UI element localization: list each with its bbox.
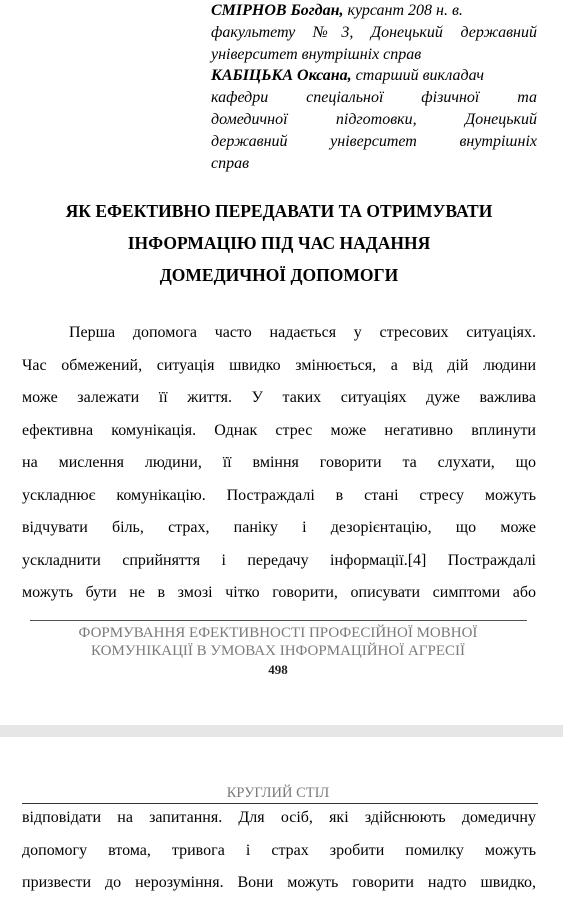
author-line: кафедри спеціальної фізичної та bbox=[211, 89, 537, 107]
body-line: можуть бути не в змозі чітко говорити, описувати симптоми або bbox=[22, 584, 536, 601]
title-line: ЯК ЕФЕКТИВНО ПЕРЕДАВАТИ ТА ОТРИМУВАТИ bbox=[65, 201, 493, 221]
footer-line: КОМУНІКАЦІЇ В УМОВАХ ІНФОРМАЦІЙНОЇ АГРЕСІЇ bbox=[91, 643, 465, 659]
footer-divider bbox=[30, 620, 527, 621]
page-next bbox=[0, 737, 563, 901]
page-gap bbox=[0, 725, 563, 737]
body-text bbox=[22, 802, 536, 900]
title-line: ІНФОРМАЦІЮ ПІД ЧАС НАДАННЯ bbox=[127, 233, 431, 253]
footer-line: ФОРМУВАННЯ ЕФЕКТИВНОСТІ ПРОФЕСІЙНОЇ МОВНОЇ bbox=[78, 625, 478, 641]
body-line: допомогу втома, тривога і страх зробити помилку можуть bbox=[22, 841, 536, 859]
author-name-smirnov: СМІРНОВ Богдан, bbox=[211, 2, 344, 19]
author-line: домедичної підготовки, Донецький bbox=[211, 110, 537, 128]
title-line: ДОМЕДИЧНОЇ ДОПОМОГИ bbox=[159, 265, 399, 285]
author-line: КАБІЦЬКА Оксана, старший викладач bbox=[211, 67, 485, 85]
body-line: відповідати на запитання. Для осіб, які здійснюють домедичну bbox=[22, 809, 536, 826]
body-line: Час обмежений, ситуація швидко змінюється, а від дій людини bbox=[22, 356, 536, 374]
author-line: СМІРНОВ Богдан, курсант 208 н. в. bbox=[211, 2, 463, 19]
author-line: державний університет внутрішніх bbox=[211, 132, 537, 150]
article-title bbox=[22, 195, 536, 291]
body-line: на мислення людини, її вміння говорити та слухати, що bbox=[22, 454, 536, 471]
body-line: ускладнити сприйняття і передачу інформації.[4] Постраждалі bbox=[22, 551, 536, 569]
running-header: КРУГЛИЙ СТІЛ bbox=[226, 785, 330, 801]
body-line: Перша допомога часто надається у стресових ситуаціях. bbox=[69, 324, 536, 341]
body-text bbox=[22, 317, 536, 610]
body-line: може залежати її життя. У таких ситуаціях дуже важлива bbox=[22, 389, 536, 406]
page-number: 498 bbox=[268, 662, 288, 677]
body-line: ефективна комунікація. Однак стрес може негативно вплинути bbox=[22, 421, 536, 439]
body-line: відчувати біль, страх, паніку і дезорієнтацію, що може bbox=[22, 519, 536, 536]
author-block bbox=[211, 0, 537, 174]
page-footer bbox=[0, 624, 556, 660]
author-name-kabitska: КАБІЦЬКА Оксана, bbox=[211, 67, 352, 85]
author-line: університет внутрішніх справ bbox=[211, 45, 422, 63]
body-line: ускладнює комунікацію. Постраждалі в стані стресу можуть bbox=[22, 486, 536, 504]
author-line: справ bbox=[211, 154, 250, 172]
body-line: призвести до нерозуміння. Вони можуть говорити надто швидко, bbox=[22, 874, 536, 891]
author-line: факультету №3, Донецький державний bbox=[211, 23, 537, 41]
